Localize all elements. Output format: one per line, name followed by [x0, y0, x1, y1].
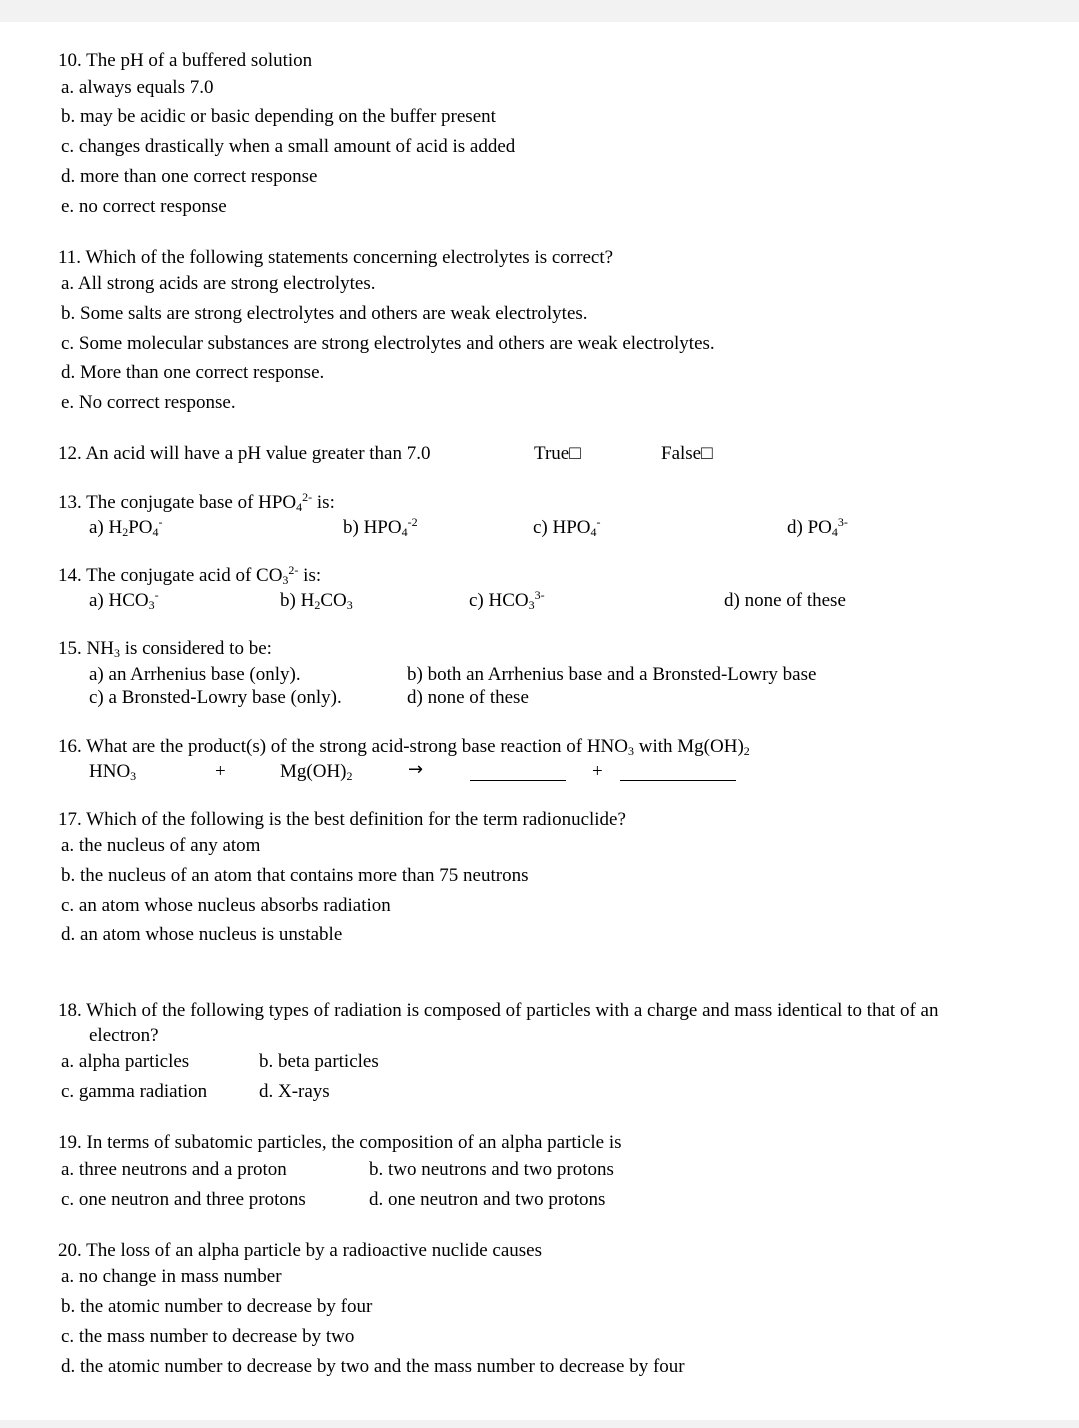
question-14-option-a: a) $HCO_3^-$ [89, 588, 159, 612]
question-16-reactant-1: $HNO_3$ [89, 761, 137, 783]
question-20-option-a: a. no change in mass number [61, 1266, 282, 1287]
question-19-stem: 19. In terms of subatomic particles, the composition of an alpha particle is [58, 1132, 622, 1153]
question-13-stem: 13. The conjugate base of $HPO_4^{2-}$ is: [58, 490, 335, 514]
question-14-stem: 14. The conjugate acid of $CO_3^{2-}$ is: [58, 563, 322, 587]
question-11-option-d: d. More than one correct response. [61, 362, 325, 383]
question-10-stem: 10. The pH of a buffered solution [58, 50, 313, 71]
question-20-stem: 20. The loss of an alpha particle by a radioactive nuclide causes [58, 1240, 542, 1261]
question-15-option-c: c) a Bronsted-Lowry base (only). [89, 687, 342, 708]
question-13-option-c: c) $HPO_4^-$ [533, 515, 601, 539]
question-17-option-b: b. the nucleus of an atom that contains more than 75 neutrons [61, 865, 529, 886]
question-12-stem: 12. An acid will have a pH value greater than 7.0 [58, 443, 431, 464]
question-15-option-d: d) none of these [407, 687, 529, 708]
document-page [0, 22, 1079, 1420]
question-20-option-b: b. the atomic number to decrease by four [61, 1296, 373, 1317]
question-11-option-a: a. All strong acids are strong electrolytes. [61, 273, 376, 294]
question-19-option-a: a. three neutrons and a proton [61, 1159, 287, 1180]
question-19-option-d: d. one neutron and two protons [369, 1189, 606, 1210]
question-18-option-b: b. beta particles [259, 1051, 379, 1072]
question-19-option-c: c. one neutron and three protons [61, 1189, 306, 1210]
question-18-option-c: c. gamma radiation [61, 1081, 208, 1102]
question-13-option-d: d) $PO_4^{3-}$ [787, 515, 848, 539]
question-10-option-d: d. more than one correct response [61, 166, 318, 187]
question-12-true-checkbox[interactable]: True□ [534, 443, 581, 464]
reaction-arrow-icon: → [408, 759, 424, 780]
question-13-option-a: a) $H_2PO_4^-$ [89, 515, 163, 539]
question-14-option-c: c) $HCO_3^{3-}$ [469, 588, 545, 612]
question-13-option-b: b) $HPO_4^{-2}$ [343, 515, 418, 539]
question-11-option-b: b. Some salts are strong electrolytes and others are weak electrolytes. [61, 303, 588, 324]
question-17-stem: 17. Which of the following is the best definition for the term radionuclide? [58, 809, 626, 830]
question-14-option-d: d) none of these [724, 590, 846, 611]
question-16-product-1-blank[interactable] [470, 764, 566, 781]
question-18-option-d: d. X-rays [259, 1081, 330, 1102]
question-18-stem-line-2: electron? [89, 1025, 159, 1046]
question-10-option-e: e. no correct response [61, 196, 227, 217]
question-10-option-b: b. may be acidic or basic depending on the buffer present [61, 106, 496, 127]
question-15-stem: 15. $NH_3$ is considered to be: [58, 638, 272, 660]
question-16-plus-1: + [215, 761, 226, 782]
question-14-option-b: b) $H_2CO_3$ [280, 590, 353, 612]
question-19-option-b: b. two neutrons and two protons [369, 1159, 614, 1180]
question-12-false-checkbox[interactable]: False□ [661, 443, 713, 464]
question-15-option-b: b) both an Arrhenius base and a Bronsted-Lowry base [407, 664, 817, 685]
question-20-option-d: d. the atomic number to decrease by two and the mass number to decrease by four [61, 1356, 685, 1377]
question-16-stem: 16. What are the product(s) of the strong acid-strong base reaction of $HNO_3$ with $Mg(OH)_2$ [58, 736, 750, 758]
question-16-plus-2: + [592, 761, 603, 782]
question-10-option-a: a. always equals 7.0 [61, 77, 214, 98]
question-18-stem-line-1: 18. Which of the following types of radiation is composed of particles with a charge and mass identical to that of an [58, 1000, 939, 1021]
question-17-option-a: a. the nucleus of any atom [61, 835, 261, 856]
question-20-option-c: c. the mass number to decrease by two [61, 1326, 355, 1347]
question-16-product-2-blank[interactable] [620, 764, 736, 781]
question-11-option-c: c. Some molecular substances are strong electrolytes and others are weak electrolytes. [61, 333, 715, 354]
question-16-reactant-2: $Mg(OH)_2$ [280, 761, 353, 783]
question-15-option-a: a) an Arrhenius base (only). [89, 664, 301, 685]
question-17-option-c: c. an atom whose nucleus absorbs radiation [61, 895, 391, 916]
question-11-stem: 11. Which of the following statements concerning electrolytes is correct? [58, 247, 614, 268]
question-17-option-d: d. an atom whose nucleus is unstable [61, 924, 343, 945]
question-10-option-c: c. changes drastically when a small amount of acid is added [61, 136, 516, 157]
question-18-option-a: a. alpha particles [61, 1051, 190, 1072]
question-11-option-e: e. No correct response. [61, 392, 236, 413]
